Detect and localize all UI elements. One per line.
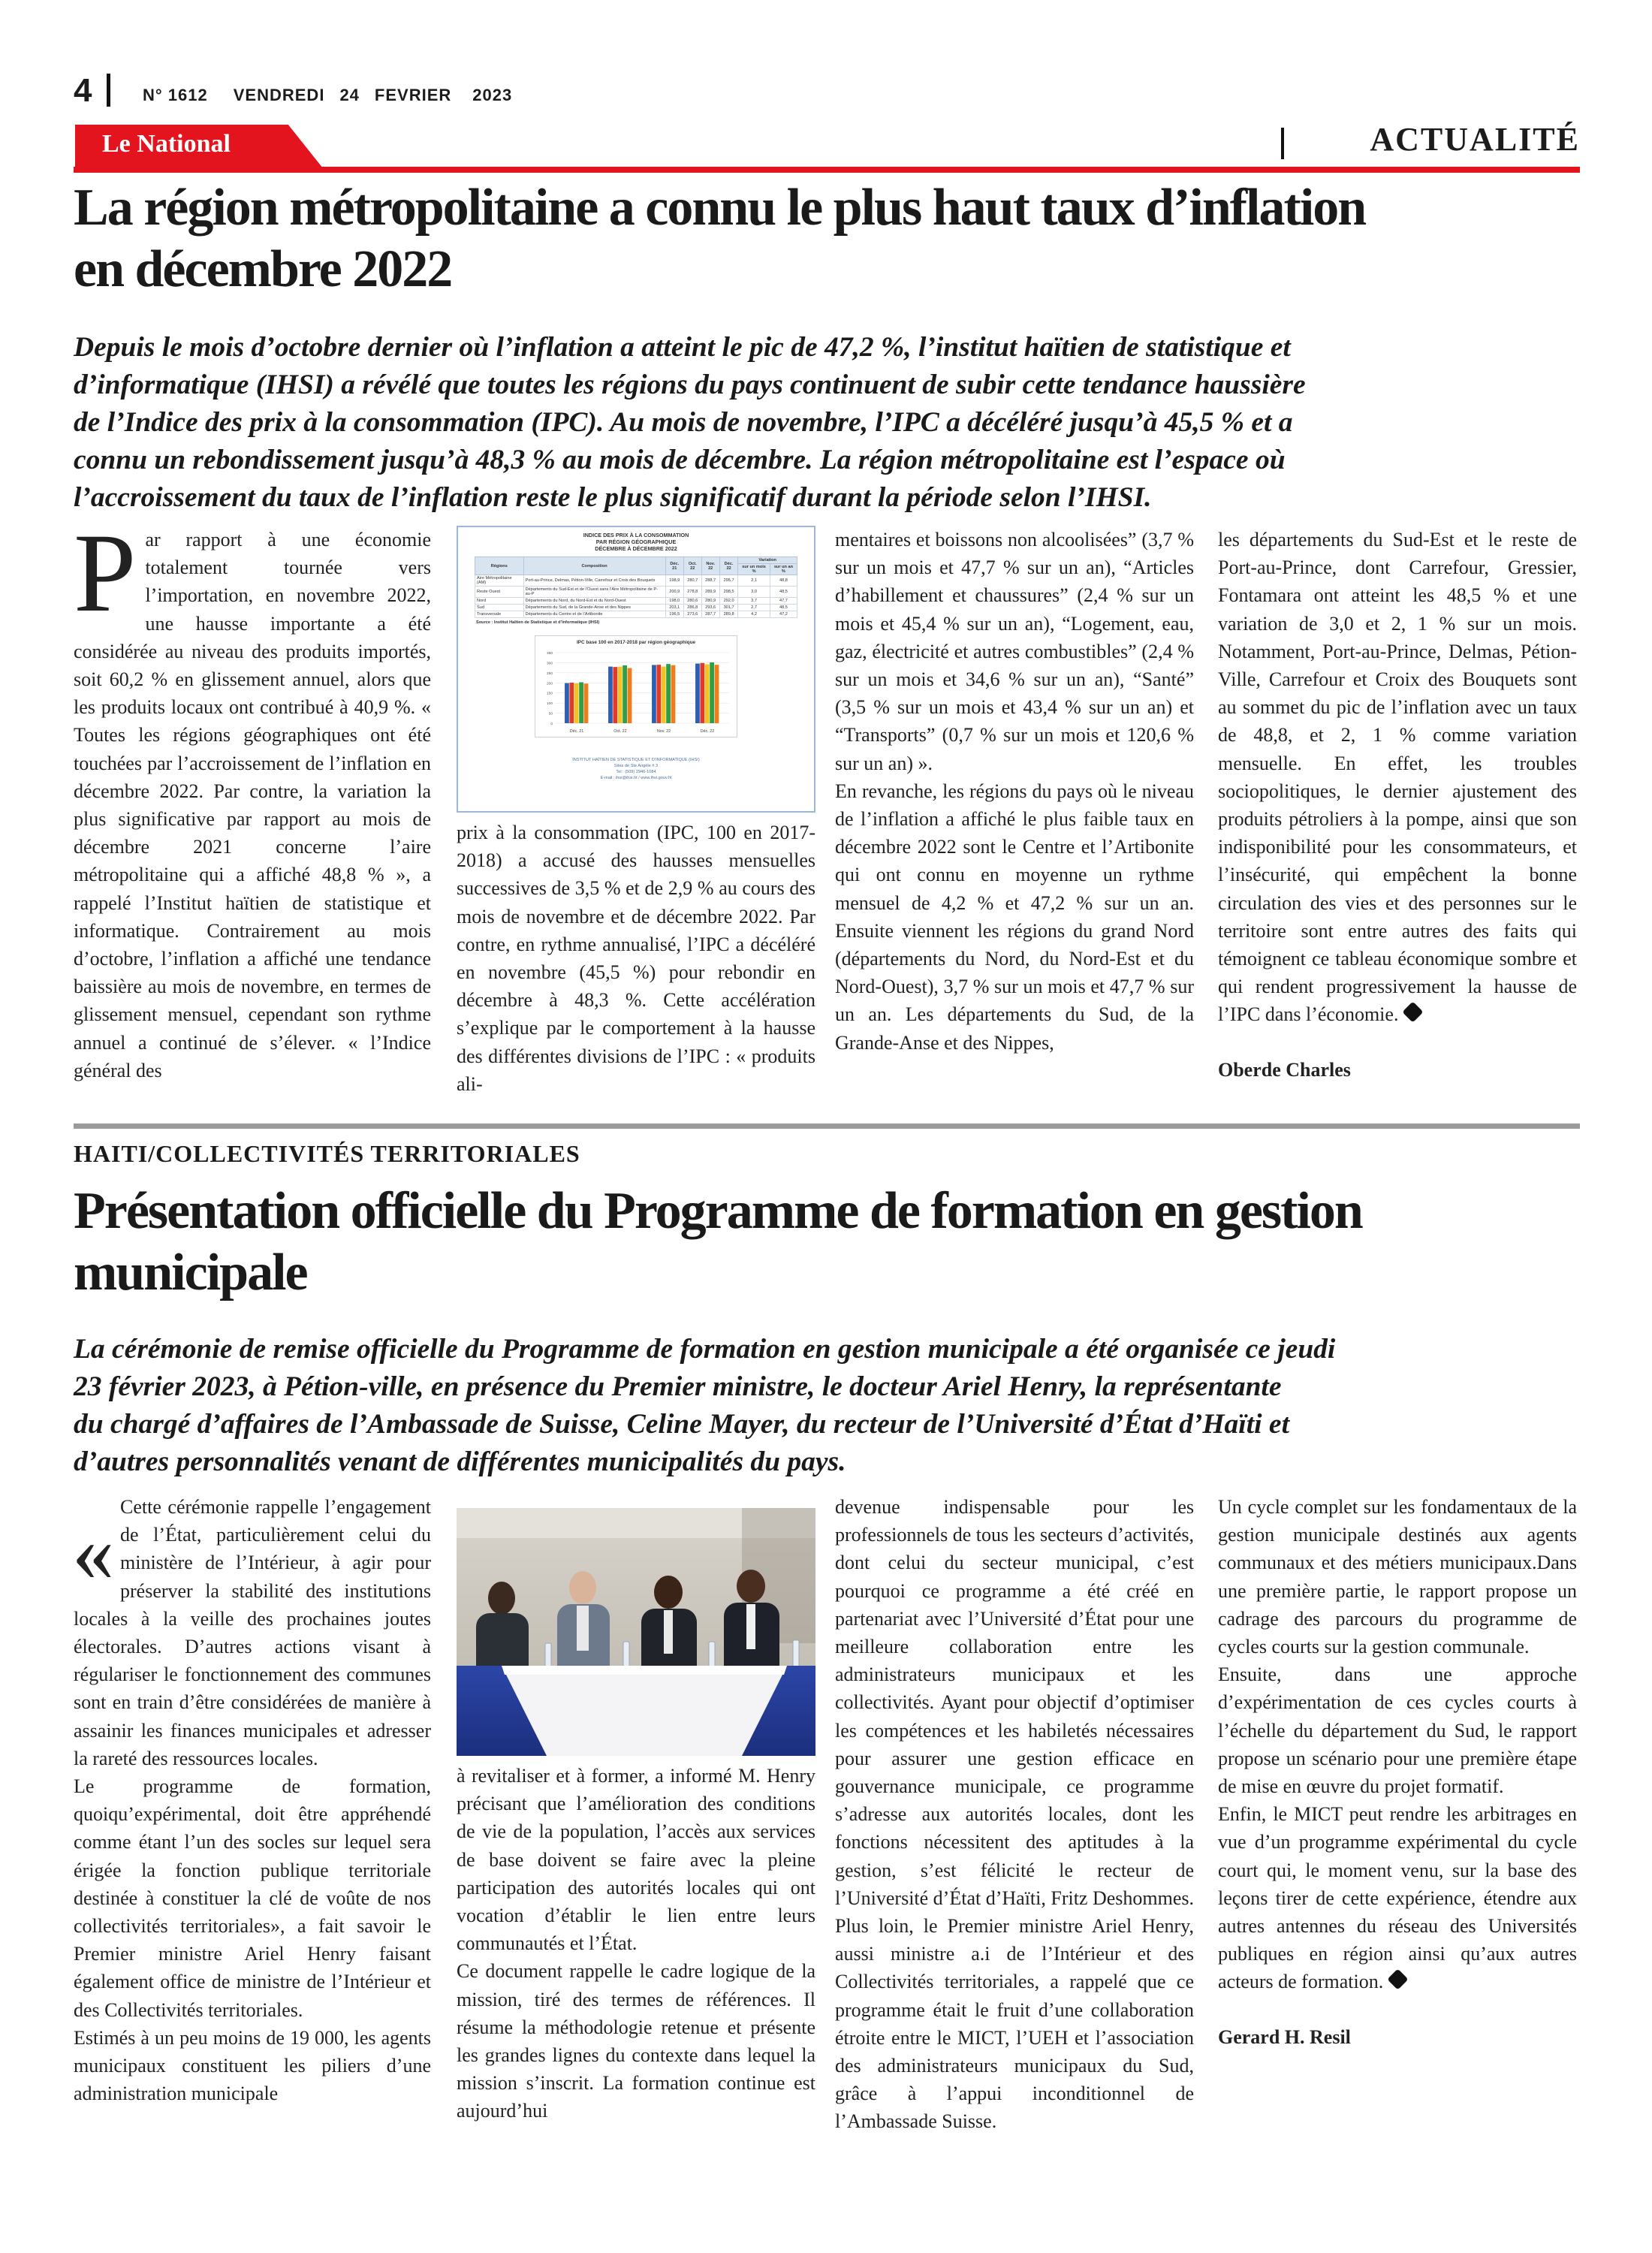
- chart-y-tick-label: 100: [546, 702, 553, 707]
- article1-lede-line: d’informatique (IHSI) a révélé que toutes les régions du pays continuent de subir cette tendance haussière: [74, 369, 1306, 400]
- table-cell: 2,1: [738, 575, 770, 587]
- article2-column-2: [457, 1762, 815, 2125]
- table-cell: Départements du Sud-Est et de l’Ouest sans l’Aire Métropolitaine de P-au-P: [523, 587, 665, 598]
- article2-col4-para: Enfin, le MICT peut rendre les arbitrages en vue d’un programme expérimental du cycle court qui, le moment venu, sur la base des leçons tirer de cette expérience, étendre aux autres antennes du réseau des Universités publiques en région ainsi qu’aux autres acteurs de formation.: [1218, 1803, 1577, 1993]
- article1-lede-line: de l’Indice des prix à la consommation (IPC). Au mois de novembre, l’IPC a décéléré jusqu’à 45,5 % et a: [74, 407, 1293, 438]
- ipc-region-table: [475, 556, 797, 618]
- table-cell: 287,7: [701, 611, 719, 618]
- table-cell: 198,9: [665, 575, 683, 587]
- table-subheader: sur un an %: [770, 564, 797, 575]
- chart-bar: [618, 667, 623, 723]
- chart-bar: [700, 663, 704, 723]
- table-cell: 273,6: [684, 611, 702, 618]
- article2-headline-line2: municipale: [74, 1244, 307, 1301]
- chart-bar: [569, 683, 574, 723]
- article2-col1-para: Le programme de formation, quoiqu’expérimental, doit être appréhendé comme étant l’un des socles sur lequel sera érigée la fonction publique territoriale destinée à constituer la clé de voûte de nos collectivités territoriales», a fait savoir le Premier ministre Ariel Henry faisant également office de ministre de l’Intérieur et des Collectivités territoriales.: [74, 1775, 431, 2021]
- table-header: Variation: [738, 557, 797, 564]
- header-rule: [74, 167, 1580, 173]
- article1-lede: [74, 329, 1583, 517]
- figure-footer-line: E-mail : ihsi@ihsi.ht / www.ihsi.gouv.ht: [600, 776, 672, 780]
- page-number: 4: [74, 72, 92, 109]
- table-header: Oct. 22: [684, 557, 702, 575]
- chart-bar: [666, 664, 671, 723]
- table-header: Composition: [523, 557, 665, 575]
- table-cell: Port-au-Prince, Delmas, Pétion-Ville, Carrefour et Croix des Bouquets: [523, 575, 665, 587]
- table-cell: 301,7: [719, 605, 737, 611]
- chart-x-tick-label: Déc. 22: [700, 729, 715, 734]
- chart-x-tick-label: Déc. 21: [569, 729, 584, 734]
- table-cell: Aire Métropolitaine (AM): [475, 575, 524, 587]
- chart-bar: [652, 665, 656, 723]
- article2-col1-para: Estimés à un peu moins de 19 000, les agents municipaux constituent les piliers d’une administration municipale: [74, 2026, 431, 2105]
- article2-lede-line: d’autres personnalités venant de différentes municipalités du pays.: [74, 1446, 846, 1477]
- chart-bar: [574, 683, 579, 723]
- end-mark-icon: [1387, 1969, 1408, 1990]
- article1-col3-para: En revanche, les régions du pays où le niveau de l’inflation a affiché le plus faible taux en décembre 2022 sont le Centre et l’Artibonite qui ont connu en moyenne un rythme mensuel de 4,2 % et 47,2 % sur un an. Ensuite viennent les régions du grand Nord (départements du Nord, du Nord-Est et du Nord-Ouest), 3,7 % sur un mois et 47,7 % sur un an. Les départements du Sud, de la Grande-Anse et des Nippes,: [835, 780, 1194, 1054]
- chart-y-tick-label: 250: [546, 671, 553, 676]
- article2-lede: [74, 1331, 1583, 1481]
- chart-y-tick-label: 0: [550, 722, 553, 726]
- article2-col4-para: Ensuite, dans une approche d’expérimentation de ces cycles courts à l’échelle du département du Sud, le rapport propose un scénario pour une première étape de mise en œuvre du projet formatif.: [1218, 1663, 1577, 1798]
- section-title: ACTUALITÉ: [1370, 121, 1580, 158]
- table-cell: 3,7: [738, 598, 770, 605]
- table-cell: 280,9: [701, 598, 719, 605]
- table-row: [475, 598, 797, 605]
- article1-lede-line: l’accroissement du taux de l’inflation reste le plus significatif durant la période selon l’IHSI.: [74, 482, 1152, 513]
- figure-title-line: INDICE DES PRIX À LA CONSOMMATION: [583, 532, 689, 538]
- article2-col3-text: devenue indispensable pour les professionnels de tous les secteurs d’activités, dont celui du secteur municipal, c’est pourquoi ce programme a été créé en partenariat avec l’Université d’État pour une meilleure collaboration entre les administrateurs municipaux et les collectivités. Ayant pour objectif d’optimiser les compétences et les habiletés nécessaires pour assurer une gestion efficace en gouvernance municipale, ce programme s’adresse aux autorités locales, dont les fonctions nécessitent des aptitudes à la gestion, s’est félicité le recteur de l’Université d’État d’Haïti, Fritz Deshommes. Plus loin, le Premier ministre Ariel Henry, aussi ministre a.i de l’Intérieur et des Collectivités territoriales, a rappelé que ce programme était le fruit d’une collaboration étroite entre le MICT, l’UEH et l’association des administrateurs municipaux du Sud, grâce à l’appui inconditionnel de l’Ambassade Suisse.: [835, 1496, 1195, 2133]
- issue-month: FEVRIER: [374, 86, 452, 104]
- article1-byline: Oberde Charles: [1218, 1058, 1351, 1081]
- chart-bar: [705, 665, 710, 723]
- table-cell: 280,6: [684, 598, 702, 605]
- article2-byline: Gerard H. Resil: [1218, 2025, 1351, 2048]
- ceremony-photo: [457, 1508, 815, 1756]
- article2-lede-line: La cérémonie de remise officielle du Programme de formation en gestion municipale a été organisée ce jeudi: [74, 1334, 1336, 1365]
- figure-title-line: DÉCEMBRE À DÉCEMBRE 2022: [595, 545, 677, 552]
- chart-x-tick-label: Nov. 22: [656, 729, 671, 734]
- ipc-bar-chart: [535, 635, 737, 737]
- table-cell: 203,1: [665, 605, 683, 611]
- table-cell: 289,9: [701, 587, 719, 598]
- chart-x-tick-label: Oct. 22: [613, 729, 627, 734]
- article1-col3-para: mentaires et boissons non alcoolisées” (3,7 % sur un mois et 47,7 % sur un an), “Articles d’habillement et chaussures” (2,4 % sur un mois et 45,4 % sur un an), “Logement, eau, gaz, électricité et autres combustibles” (2,4 % sur un mois et 34,6 % sur un an), “Santé” (3,5 % sur un mois et 43,4 % sur un an) et “Transports” (0,7 % sur un mois et 120,6 % sur un an) ».: [835, 529, 1194, 774]
- table-cell: 289,8: [719, 611, 737, 618]
- article2-col2-para: Ce document rappelle le cadre logique de la mission, tiré des termes de références. Il résume la méthodologie retenue et présente les grandes lignes du contexte dans lequel la mission s’inscrit. La formation continue est aujourd’hui: [457, 1960, 815, 2122]
- chart-y-tick-label: 200: [546, 682, 553, 686]
- chart-bar: [710, 662, 714, 723]
- table-cell: 47,2: [770, 611, 797, 618]
- issue-number: N° 1612: [143, 86, 208, 104]
- figure-footer-line: INSTITUT HAÏTIEN DE STATISTIQUE ET D’INFORMATIQUE (IHSI): [572, 758, 700, 762]
- chart-bar: [565, 683, 569, 723]
- issue-line: [143, 86, 538, 105]
- chart-bar: [608, 667, 613, 723]
- table-row: [475, 611, 797, 618]
- issue-day: VENDREDI: [233, 86, 325, 104]
- chart-bar: [623, 665, 627, 723]
- table-cell: 200,9: [665, 587, 683, 598]
- article2-lede-line: 23 février 2023, à Pétion-ville, en présence du Premier ministre, le docteur Ariel Henry, la représentante: [74, 1371, 1282, 1402]
- end-mark-icon: [1403, 1002, 1424, 1023]
- article1-headline-line1: La région métropolitaine a connu le plus haut taux d’inflation: [74, 179, 1366, 237]
- chart-y-tick-label: 300: [546, 662, 553, 666]
- chart-bar: [715, 665, 719, 723]
- article-separator: [74, 1123, 1580, 1129]
- table-cell: Départements du Centre et de l’Artibonite: [523, 611, 665, 618]
- table-cell: 3,0: [738, 587, 770, 598]
- chart-title: IPC base 100 en 2017-2018 par région géographique: [576, 640, 696, 645]
- table-cell: 295,7: [719, 575, 737, 587]
- table-row: [475, 605, 797, 611]
- table-cell: Transversale: [475, 611, 524, 618]
- article1-headline-line2: en décembre 2022: [74, 240, 452, 298]
- article1-lede-line: connu un rebondissement jusqu’à 48,3 % au mois de décembre. La région métropolitaine est l’espace où: [74, 445, 1286, 475]
- table-source: Source : Institut Haïtien de Statistique et d’Informatique (IHSI): [476, 620, 600, 625]
- issue-date: 24: [339, 86, 360, 104]
- table-cell: 280,7: [684, 575, 702, 587]
- inflation-table-figure: [457, 526, 815, 813]
- chart-bar: [671, 665, 676, 723]
- article2-col1-para: Cette cérémonie rappelle l’engagement de l’État, particulièrement celui du ministère de l’Intérieur, à agir pour préserver la stabilité des institutions locales à la veille des prochaines joutes électorales. D’autres actions visant à régulariser le fonctionnement des communes sont en train d’être considérées de manière à assainir les finances municipales et adresser la rareté des ressources locales.: [74, 1496, 431, 1769]
- article2-column-3: [835, 1493, 1194, 2136]
- table-cell: 48,8: [770, 575, 797, 587]
- table-cell: 278,8: [684, 587, 702, 598]
- table-cell: 288,7: [701, 575, 719, 587]
- table-header: Nov. 22: [701, 557, 719, 575]
- article1-column-2: [457, 819, 815, 1098]
- article1-dropcap: P: [74, 511, 137, 635]
- figure-title: [458, 532, 814, 552]
- article1-col2-text: prix à la consommation (IPC, 100 en 2017-2018) a accusé des hausses mensuelles successives de 3,5 % et de 2,9 % au cours des mois de novembre et de décembre 2022. Par contre, en rythme annualisé, l’IPC a décéléré en novembre (45,5 %) pour rebondir en décembre à 48,3 %. Cette accélération s’explique par le comportement à la hausse des différentes divisions de l’IPC : « produits ali-: [457, 822, 815, 1095]
- table-cell: 47,7: [770, 598, 797, 605]
- article2-column-1: [74, 1493, 431, 2107]
- table-cell: 293,6: [701, 605, 719, 611]
- chart-y-tick-label: 350: [546, 652, 553, 656]
- table-cell: 196,5: [665, 611, 683, 618]
- article2-headline-line1: Présentation officielle du Programme de formation en gestion: [74, 1182, 1362, 1240]
- table-cell: Sud: [475, 605, 524, 611]
- article2-headline: [74, 1181, 1575, 1304]
- table-row: [475, 575, 797, 587]
- chart-y-tick-label: 50: [548, 712, 553, 716]
- table-header: Déc. 22: [719, 557, 737, 575]
- figure-footer-line: Sites de Ste Angèle # 3: [613, 764, 659, 768]
- table-cell: 48,5: [770, 605, 797, 611]
- table-cell: 198,0: [665, 598, 683, 605]
- chart-svg: [535, 648, 737, 737]
- chart-bar: [628, 668, 632, 723]
- article1-col1-text: ar rapport à une économie totalement tournée vers l’importation, en novembre 2022, une hausse importante a été considérée au niveau des produits importés, soit 60,2 % en glissement annuel, alors que les produits locaux ont contribué à 40,9 %. « Toutes les régions géographiques ont été touchées par l’accroissement de l’inflation en décembre 2022. Par contre, la variation la plus significative par rapport au mois de décembre 2021 concerne l’aire métropolitaine qui a affiché 48,8 % », a rappelé l’Institut haïtien de statistique et informatique. Contrairement au mois d’octobre, l’inflation a affiché une tendance baissière au mois de novembre, en termes de glissement mensuel, cependant son rythme annuel a continué de s’élever. « l’Indice général des: [74, 529, 431, 1081]
- table-header: Déc. 21: [665, 557, 683, 575]
- article1-column-1: [74, 511, 431, 1084]
- article2-lede-line: du chargé d’affaires de l’Ambassade de Suisse, Celine Mayer, du recteur de l’Université d’État d’Haïti et: [74, 1409, 1290, 1440]
- open-quote-mark: «: [72, 1506, 114, 1599]
- table-cell: Reste Ouest: [475, 587, 524, 598]
- article2-col4-para: Un cycle complet sur les fondamentaux de la gestion municipale destinés aux agents communaux et des métiers municipaux.Dans une première partie, le rapport propose un cadrage des parcours du programme de cycles courts sur la gestion communale.: [1218, 1496, 1577, 1658]
- table-cell: Départements du Nord, du Nord-Est et du Nord-Ouest: [523, 598, 665, 605]
- issue-year: 2023: [472, 86, 513, 104]
- ceremony-photo-image: [457, 1508, 815, 1756]
- article1-column-4: [1218, 526, 1577, 1084]
- article1-lede-line: Depuis le mois d’octobre dernier où l’inflation a atteint le pic de 47,2 %, l’institut haïtien de statistique et: [74, 332, 1291, 363]
- table-cell: 286,8: [684, 605, 702, 611]
- chart-bar: [584, 683, 589, 723]
- table-cell: Nord: [475, 598, 524, 605]
- table-cell: 48,5: [770, 587, 797, 598]
- table-cell: Départements du Sud, de la Grande-Anse et des Nippes: [523, 605, 665, 611]
- chart-bar: [656, 665, 661, 723]
- chart-bar: [613, 667, 617, 723]
- page-number-divider: [107, 74, 110, 107]
- chart-bar: [662, 667, 666, 723]
- figure-footer: [458, 757, 814, 781]
- article2-rubric: HAITI/COLLECTIVITÉS TERRITORIALES: [74, 1140, 580, 1167]
- table-row: [475, 587, 797, 598]
- article1-headline: [74, 177, 1575, 300]
- figure-title-line: PAR RÉGION GÉOGRAPHIQUE: [595, 538, 677, 545]
- table-cell: 2,7: [738, 605, 770, 611]
- chart-y-tick-label: 150: [546, 692, 553, 696]
- table-cell: 4,2: [738, 611, 770, 618]
- article1-column-3: [835, 526, 1194, 1057]
- article2-column-4: [1218, 1493, 1577, 2051]
- table-subheader: sur un mois %: [738, 564, 770, 575]
- table-header: Régions: [475, 557, 524, 575]
- figure-footer-line: Tel : (509) 2946-1084: [616, 770, 656, 774]
- table-cell: 292,0: [719, 598, 737, 605]
- table-cell: 298,5: [719, 587, 737, 598]
- chart-bar: [579, 682, 583, 723]
- chart-bar: [695, 664, 700, 723]
- publication-tag: Le National: [102, 130, 231, 158]
- article2-col2-para: à revitaliser et à former, a informé M. Henry précisant que l’amélioration des conditions de vie de la population, l’accès aux services de base doivent se faire avec la pleine participation des autorités locales qui ont vocation d’établir le lien entre leurs communautés et l’État.: [457, 1765, 815, 1955]
- article1-col4-text: les départements du Sud-Est et le reste de Port-au-Prince, dont Carrefour, Gressier, Fontamara ont atteint les 48,5 % et une variation de 3,0 et 2, 1 % sur un mois. Notamment, Port-au-Prince, Delmas, Pétion-Ville, Carrefour et Croix des Bouquets sont au sommet du pic de l’inflation avec un taux de 48,8, et 2, 1 % comme variation mensuelle. En effet, les troubles sociopolitiques, le dernier ajustement des produits pétroliers à la pompe, ainsi que son indisponibilité pour les consommateurs, et l’insécurité, qui empêchent la bonne circulation des vies et des personnes sur le territoire sont entre autres des faits qui témoignent ce tableau économique sombre et qui rendent progressivement la hausse de l’IPC dans l’économie.: [1218, 529, 1577, 1026]
- section-divider: [1281, 128, 1284, 159]
